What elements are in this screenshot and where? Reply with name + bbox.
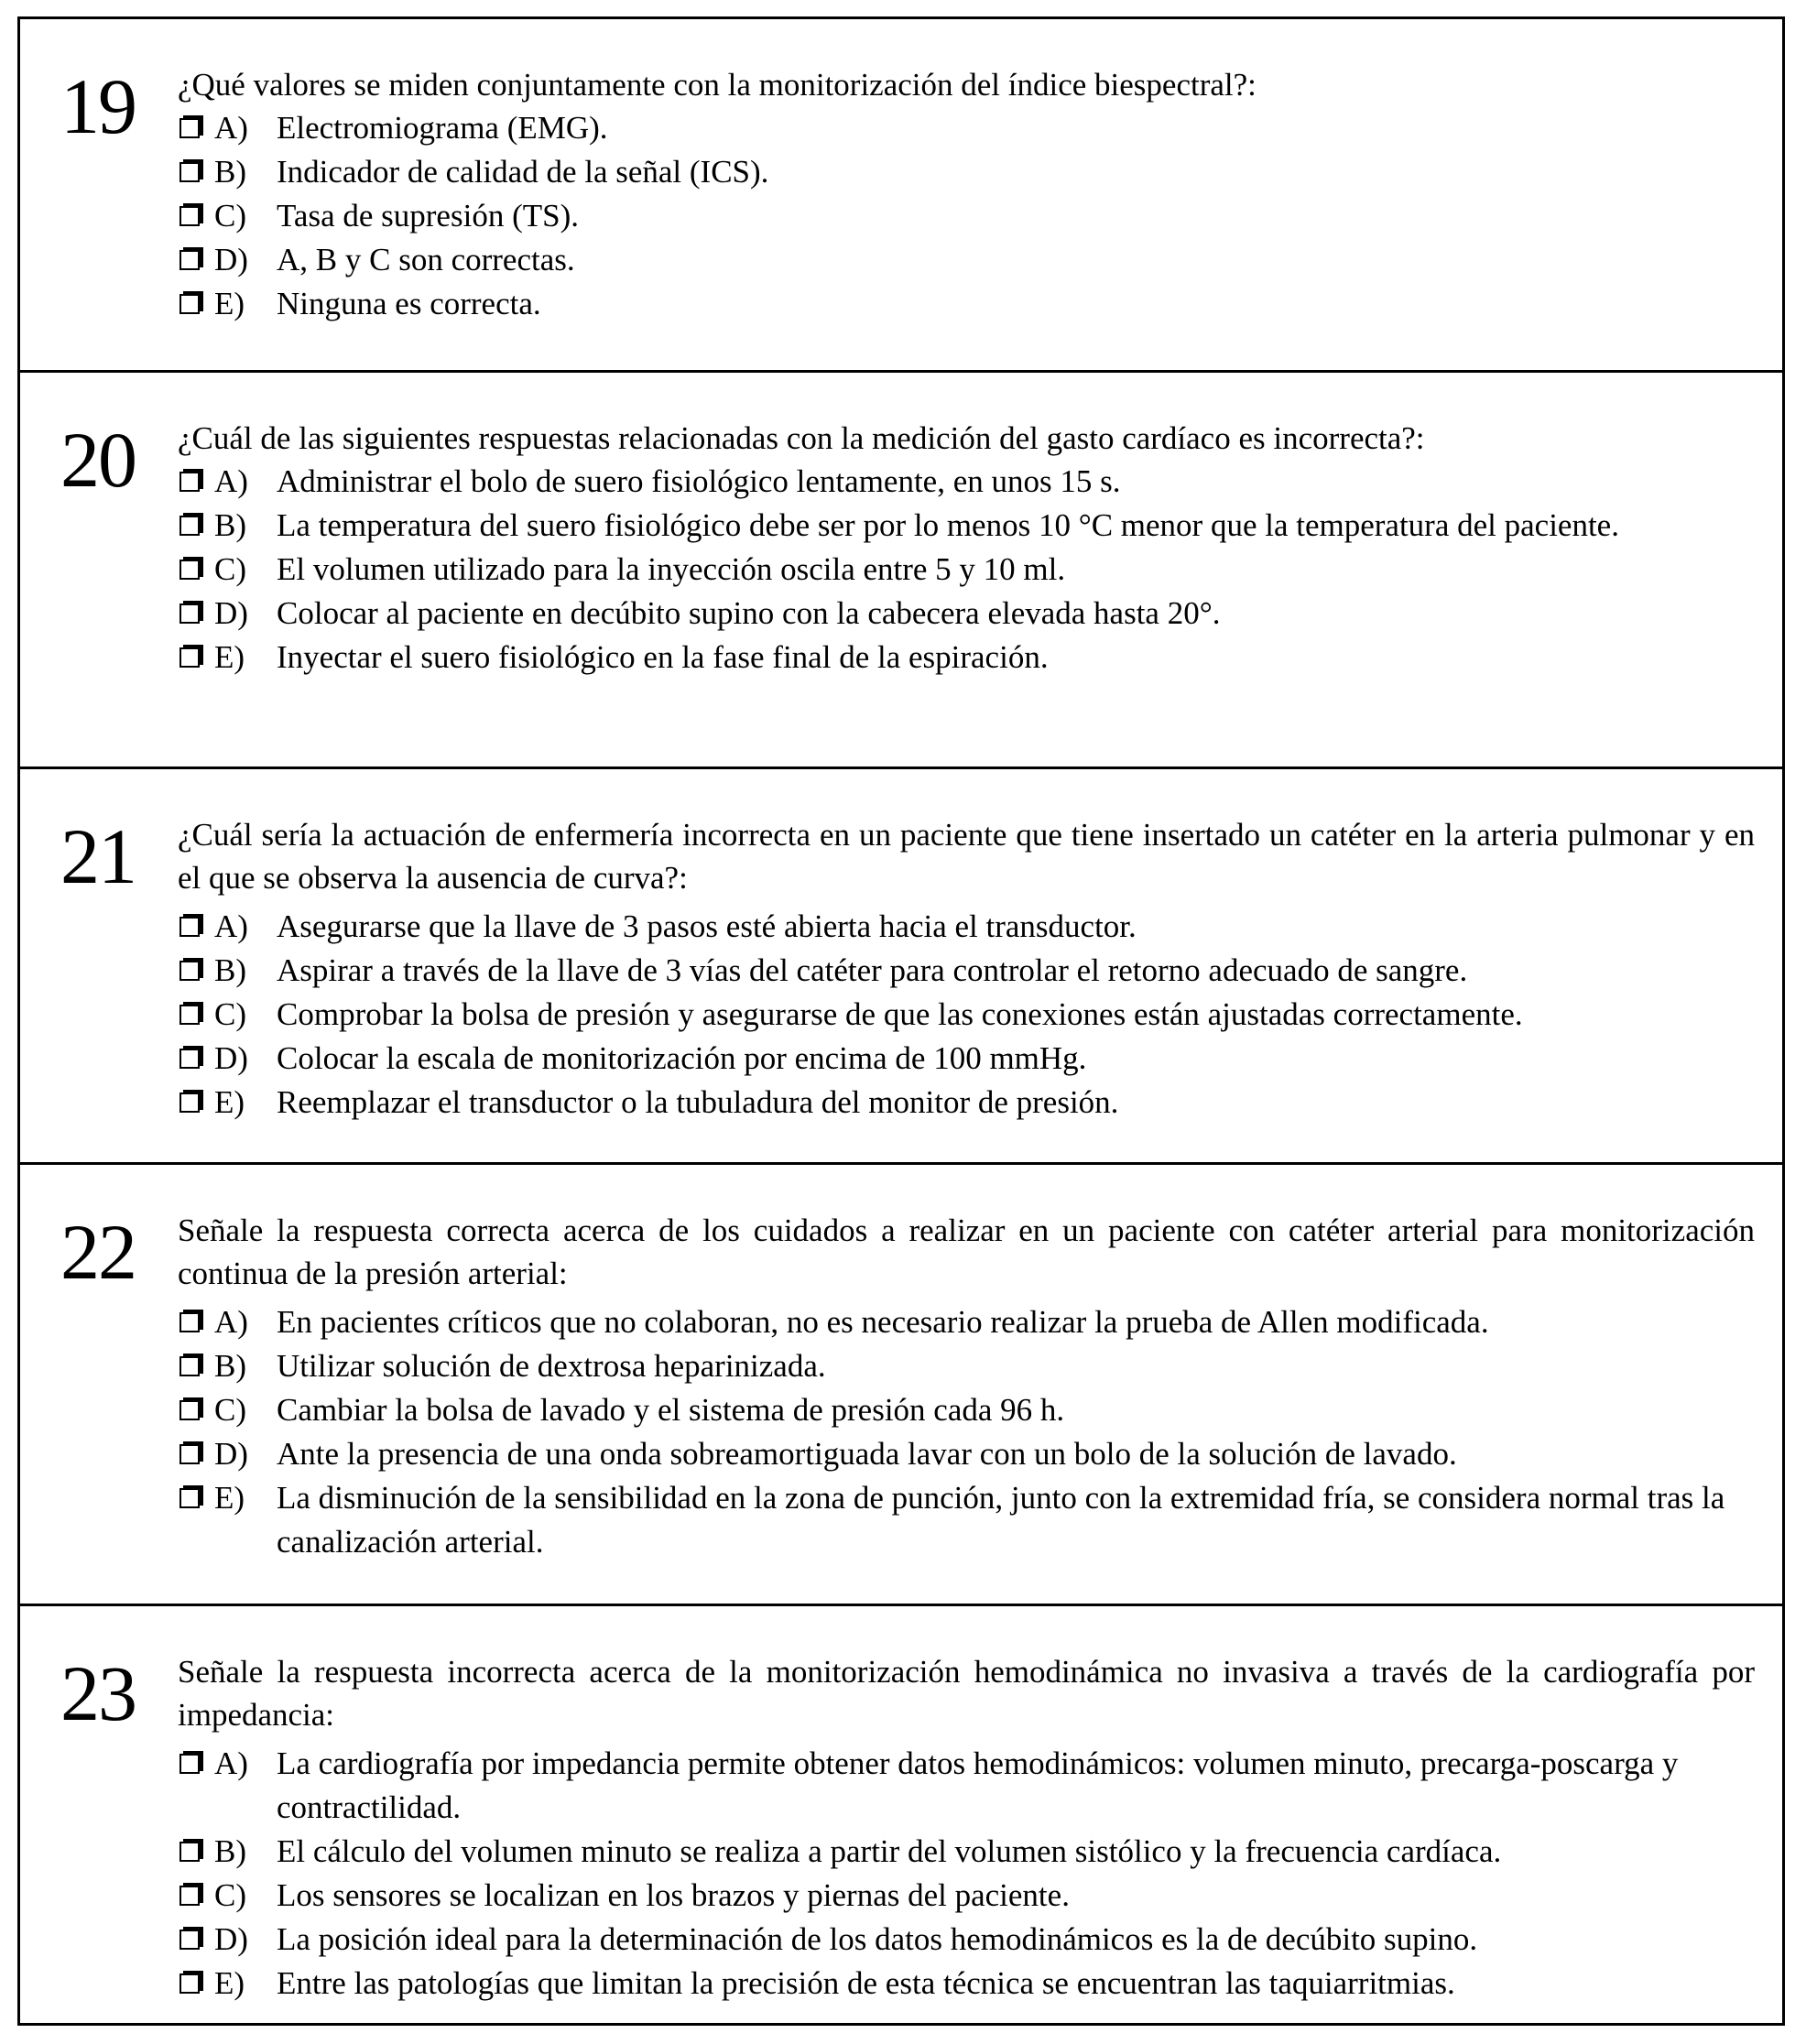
option-text: Inyectar el suero fisiológico en la fase final de la espiración. [277, 639, 1049, 675]
option-letter: D) [214, 1921, 248, 1957]
checkbox-icon[interactable] [180, 1444, 200, 1464]
option-text: Tasa de supresión (TS). [277, 198, 579, 234]
checkbox-icon[interactable] [180, 206, 200, 226]
checkbox-icon[interactable] [180, 603, 200, 624]
option-letter: E) [214, 1480, 245, 1516]
option-list [178, 106, 1755, 326]
checkbox-icon[interactable] [180, 1312, 200, 1332]
question-number: 22 [60, 1208, 136, 1296]
option-text: Cambiar la bolsa de lavado y el sistema de presión cada 96 h. [277, 1392, 1065, 1428]
option-c[interactable] [178, 1388, 1755, 1432]
question-19 [20, 19, 1782, 370]
question-number: 19 [60, 62, 136, 150]
option-c[interactable] [178, 993, 1755, 1037]
option-letter: E) [214, 286, 245, 321]
question-text: ¿Cuál de las siguientes respuestas relacionadas con la medición del gasto cardíaco es incorrecta?: [178, 420, 1425, 456]
option-letter: B) [214, 154, 246, 190]
option-text: Comprobar la bolsa de presión y asegurarse de que las conexiones están ajustadas correctamente. [277, 996, 1523, 1032]
option-e[interactable] [178, 1081, 1755, 1125]
question-22 [20, 1162, 1782, 1604]
option-text: La disminución de la sensibilidad en la zona de punción, junto con la extremidad fría, se considera normal tras la canalización arterial. [277, 1480, 1725, 1560]
checkbox-icon[interactable] [180, 1049, 200, 1069]
option-a[interactable] [178, 905, 1755, 949]
option-text: La posición ideal para la determinación de los datos hemodinámicos es la de decúbito supino. [277, 1921, 1478, 1957]
checkbox-icon[interactable] [180, 961, 200, 981]
option-letter: B) [214, 507, 246, 543]
option-e[interactable] [178, 636, 1755, 680]
option-a[interactable] [178, 1300, 1755, 1344]
question-number: 20 [60, 416, 136, 504]
option-list [178, 905, 1755, 1125]
option-letter: D) [214, 242, 248, 277]
option-letter: E) [214, 1084, 245, 1120]
option-e[interactable] [178, 1962, 1755, 2006]
checkbox-icon[interactable] [180, 560, 200, 580]
option-c[interactable] [178, 548, 1755, 592]
option-text: Los sensores se localizan en los brazos y piernas del paciente. [277, 1877, 1070, 1913]
question-21 [20, 766, 1782, 1162]
option-text: El cálculo del volumen minuto se realiza a partir del volumen sistólico y la frecuencia cardíaca. [277, 1833, 1502, 1869]
option-letter: C) [214, 1392, 246, 1428]
option-letter: E) [214, 1965, 245, 2001]
option-c[interactable] [178, 194, 1755, 238]
option-text: Colocar al paciente en decúbito supino con la cabecera elevada hasta 20°. [277, 595, 1221, 631]
option-d[interactable] [178, 1037, 1755, 1081]
option-a[interactable] [178, 106, 1755, 150]
option-b[interactable] [178, 504, 1755, 548]
option-text: La temperatura del suero fisiológico debe ser por lo menos 10 °C menor que la temperatura del paciente. [277, 507, 1619, 543]
option-text: El volumen utilizado para la inyección oscila entre 5 y 10 ml. [277, 551, 1066, 587]
checkbox-icon[interactable] [180, 118, 200, 138]
option-text: Reemplazar el transductor o la tubuladura del monitor de presión. [277, 1084, 1119, 1120]
option-e[interactable] [178, 282, 1755, 326]
question-number: 21 [60, 812, 136, 900]
checkbox-icon[interactable] [180, 917, 200, 937]
option-b[interactable] [178, 150, 1755, 194]
option-text: Ninguna es correcta. [277, 286, 541, 321]
option-letter: A) [214, 1745, 248, 1781]
option-c[interactable] [178, 1874, 1755, 1918]
checkbox-icon[interactable] [180, 1973, 200, 1994]
option-d[interactable] [178, 1432, 1755, 1476]
checkbox-icon[interactable] [180, 516, 200, 536]
option-letter: B) [214, 1348, 246, 1384]
option-text: Entre las patologías que limitan la precisión de esta técnica se encuentran las taquiarritmias. [277, 1965, 1455, 2001]
checkbox-icon[interactable] [180, 162, 200, 182]
option-text: Electromiograma (EMG). [277, 110, 608, 146]
checkbox-icon[interactable] [180, 1093, 200, 1113]
option-letter: C) [214, 198, 246, 234]
checkbox-icon[interactable] [180, 1930, 200, 1950]
option-text: Aspirar a través de la llave de 3 vías del catéter para controlar el retorno adecuado de sangre. [277, 952, 1468, 988]
option-text: Utilizar solución de dextrosa heparinizada. [277, 1348, 826, 1384]
option-text: Administrar el bolo de suero fisiológico lentamente, en unos 15 s. [277, 463, 1121, 499]
option-letter: D) [214, 1436, 248, 1472]
checkbox-icon[interactable] [180, 294, 200, 314]
option-letter: C) [214, 551, 246, 587]
option-a[interactable] [178, 460, 1755, 504]
option-letter: D) [214, 1040, 248, 1076]
question-body [178, 813, 1755, 1125]
checkbox-icon[interactable] [180, 1754, 200, 1774]
question-number: 23 [60, 1649, 136, 1737]
question-text: Señale la respuesta correcta acerca de los cuidados a realizar en un paciente con catéter arterial para monitorización continua de la presión arterial: [178, 1212, 1755, 1291]
option-list [178, 1742, 1755, 2006]
option-text: En pacientes críticos que no colaboran, no es necesario realizar la prueba de Allen modificada. [277, 1304, 1489, 1340]
question-23 [20, 1604, 1782, 2023]
question-sheet [17, 16, 1785, 2026]
option-d[interactable] [178, 1918, 1755, 1962]
option-letter: B) [214, 952, 246, 988]
option-letter: A) [214, 908, 248, 944]
question-text: ¿Qué valores se miden conjuntamente con la monitorización del índice biespectral?: [178, 67, 1257, 103]
option-list [178, 1300, 1755, 1564]
option-a[interactable] [178, 1742, 1755, 1830]
option-letter: E) [214, 639, 245, 675]
option-text: Colocar la escala de monitorización por encima de 100 mmHg. [277, 1040, 1087, 1076]
question-body [178, 1209, 1755, 1564]
option-letter: A) [214, 110, 248, 146]
option-b[interactable] [178, 949, 1755, 993]
checkbox-icon[interactable] [180, 1005, 200, 1025]
option-letter: C) [214, 996, 246, 1032]
checkbox-icon[interactable] [180, 647, 200, 668]
option-text: La cardiografía por impedancia permite obtener datos hemodinámicos: volumen minuto, precarga-poscarga y contractilidad. [277, 1745, 1679, 1825]
option-e[interactable] [178, 1476, 1755, 1564]
option-letter: B) [214, 1833, 246, 1869]
option-d[interactable] [178, 238, 1755, 282]
option-text: Asegurarse que la llave de 3 pasos esté abierta hacia el transductor. [277, 908, 1137, 944]
checkbox-icon[interactable] [180, 1356, 200, 1376]
option-text: A, B y C son correctas. [277, 242, 575, 277]
checkbox-icon[interactable] [180, 250, 200, 270]
option-text: Ante la presencia de una onda sobreamortiguada lavar con un bolo de la solución de lavado. [277, 1436, 1457, 1472]
question-text: ¿Cuál sería la actuación de enfermería incorrecta en un paciente que tiene insertado un catéter en la arteria pulmonar y en el que se observa la ausencia de curva?: [178, 817, 1755, 896]
checkbox-icon[interactable] [180, 1842, 200, 1862]
question-body [178, 1650, 1755, 2006]
option-b[interactable] [178, 1344, 1755, 1388]
question-20 [20, 370, 1782, 766]
option-b[interactable] [178, 1830, 1755, 1874]
question-body [178, 63, 1755, 326]
option-d[interactable] [178, 592, 1755, 636]
option-letter: A) [214, 463, 248, 499]
question-text: Señale la respuesta incorrecta acerca de la monitorización hemodinámica no invasiva a través de la cardiografía por impedancia: [178, 1654, 1755, 1733]
option-letter: D) [214, 595, 248, 631]
option-list [178, 460, 1755, 680]
checkbox-icon[interactable] [180, 1886, 200, 1906]
question-body [178, 417, 1755, 680]
checkbox-icon[interactable] [180, 1488, 200, 1508]
checkbox-icon[interactable] [180, 472, 200, 492]
option-text: Indicador de calidad de la señal (ICS). [277, 154, 769, 190]
checkbox-icon[interactable] [180, 1400, 200, 1420]
option-letter: A) [214, 1304, 248, 1340]
option-letter: C) [214, 1877, 246, 1913]
